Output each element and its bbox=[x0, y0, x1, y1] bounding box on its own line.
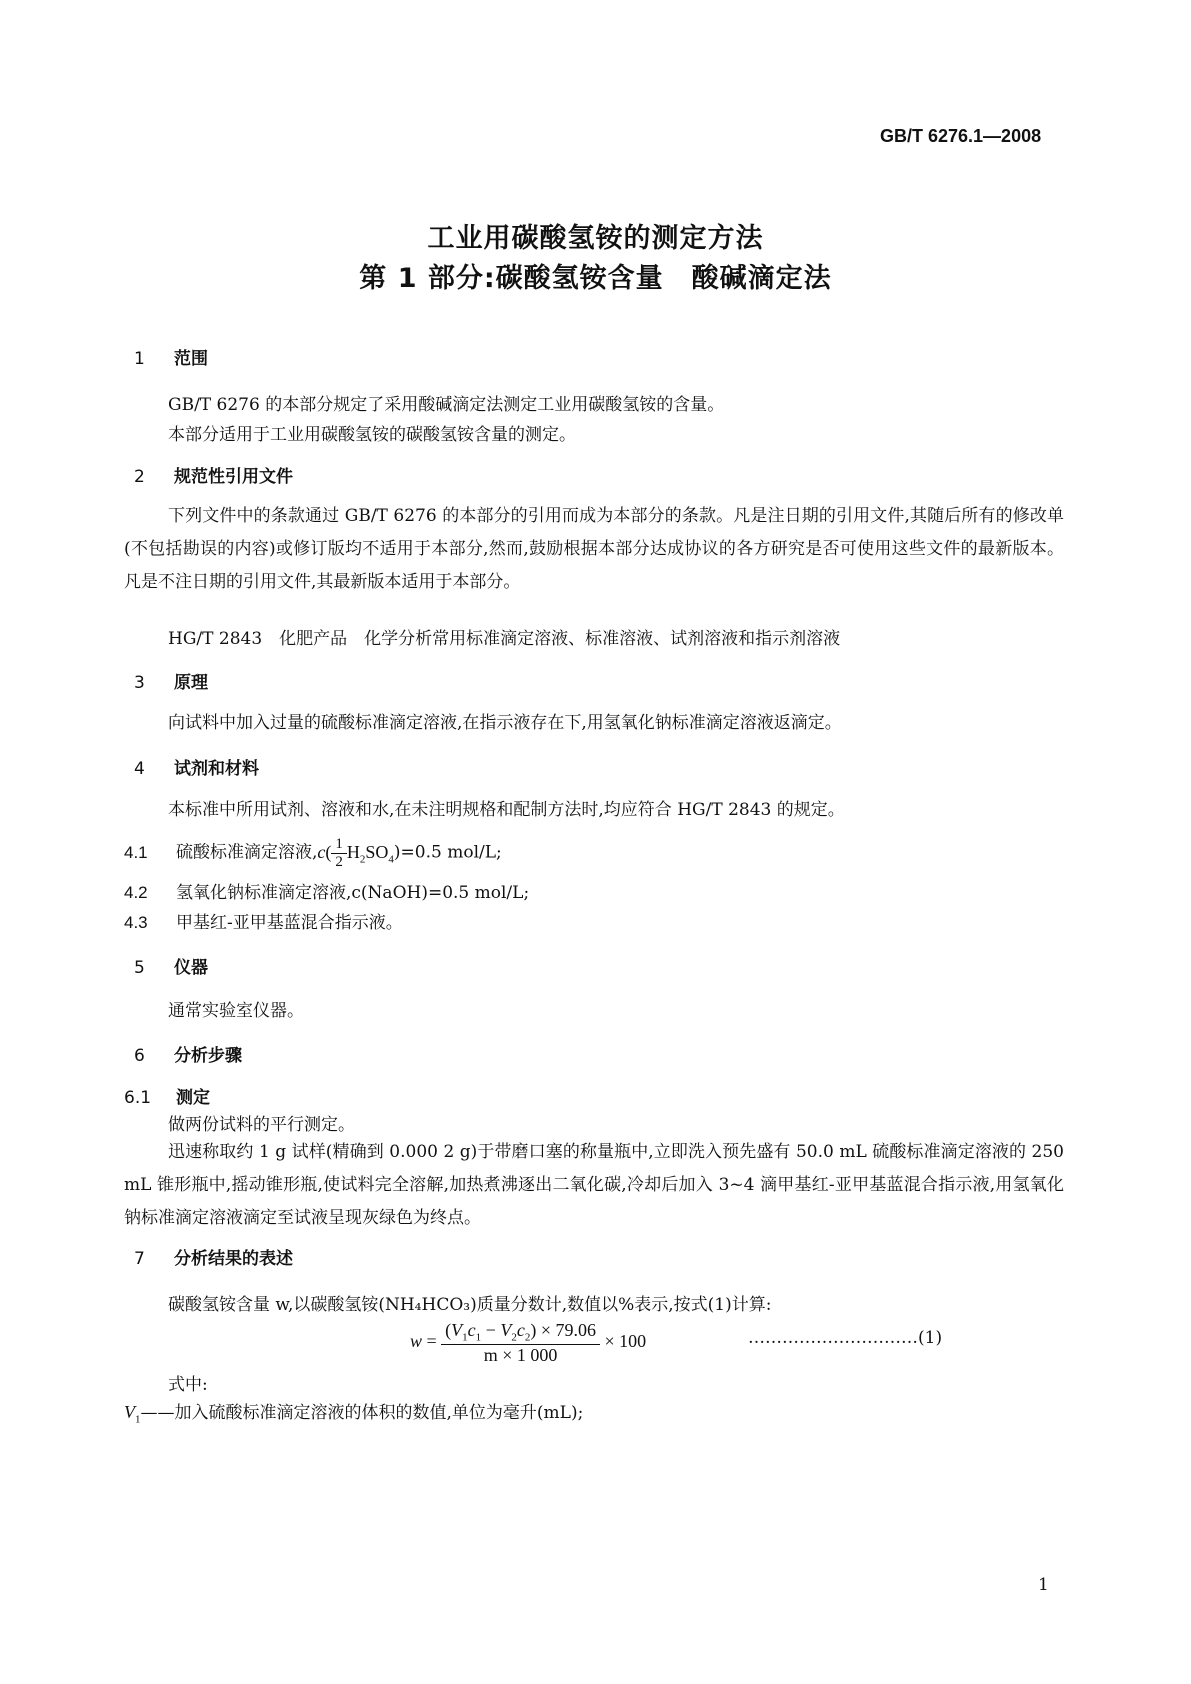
section-5-para-1: 通常实验室仪器。 bbox=[168, 1001, 304, 1021]
item-4-2-text: 氢氧化钠标准滴定溶液,c(NaOH)=0.5 mol/L; bbox=[176, 883, 530, 903]
section-4-heading bbox=[134, 754, 259, 779]
section-6-heading bbox=[134, 1041, 242, 1066]
item-number: 4.3 bbox=[124, 913, 148, 932]
section-number: 1 bbox=[134, 349, 145, 369]
title-line-2: 第 1 部分:碳酸氢铵含量 酸碱滴定法 bbox=[359, 263, 832, 294]
section-1-heading bbox=[134, 344, 208, 369]
section-number: 6 bbox=[134, 1046, 145, 1066]
section-title: 分析步骤 bbox=[174, 1046, 242, 1066]
section-2-para-1: 下列文件中的条款通过 GB/T 6276 的本部分的引用而成为本部分的条款。凡是注日期的引用文件,其随后所有的修改单(不包括勘误的内容)或修订版均不适用于本部分,然而,鼓励根据本部分达成协议的各方研究是否可使用这些文件的最新版本。凡是不注日期的引用文件,其最新版本适用于本部分。 bbox=[124, 506, 1064, 592]
item-4-3-text: 甲基红-亚甲基蓝混合指示液。 bbox=[176, 913, 403, 933]
subsection-6-1-heading bbox=[124, 1083, 210, 1108]
page-number: 1 bbox=[1038, 1575, 1049, 1595]
item-4-1-prefix: 硫酸标准滴定溶液, bbox=[176, 842, 318, 863]
standard-number: GB/T 6276.1—2008 bbox=[880, 126, 1042, 146]
section-2-reference: HG/T 2843 化肥产品 化学分析常用标准滴定溶液、标准溶液、试剂溶液和指示剂溶液 bbox=[168, 629, 841, 649]
section-2-heading bbox=[134, 462, 293, 487]
item-4-2 bbox=[124, 878, 529, 903]
section-title: 范围 bbox=[174, 349, 208, 369]
item-number: 4.1 bbox=[124, 842, 148, 862]
item-4-1-suffix: )=0.5 mol/L; bbox=[393, 842, 502, 863]
v1-definition: $V_1——$加入硫酸标准滴定溶液的体积的数值,单位为毫升(mL); bbox=[124, 1402, 584, 1426]
section-number: 5 bbox=[134, 958, 145, 978]
section-number: 2 bbox=[134, 467, 145, 487]
section-3-heading bbox=[134, 668, 208, 693]
section-title: 规范性引用文件 bbox=[174, 467, 293, 487]
formula-factor: × 79.06 bbox=[540, 1320, 596, 1340]
section-1-para-1: GB/T 6276 的本部分规定了采用酸碱滴定法测定工业用碳酸氢铵的含量。 bbox=[168, 395, 725, 415]
section-6-para-2: 迅速称取约 1 g 试样(精确到 0.000 2 g)于带磨口塞的称量瓶中,立即洗入预先盛有 50.0 mL 硫酸标准滴定溶液的 250 mL 锥形瓶中,摇动锥形瓶,使试料完全溶解,加热煮沸逐出二氧化碳,冷却后加入 3~4 滴甲基红-亚甲基蓝混合指示液,用氢氧化钠标准滴定溶液滴定至试液呈现灰绿色为终点。 bbox=[124, 1142, 1064, 1228]
item-number: 4.2 bbox=[124, 883, 148, 902]
where-label: 式中: bbox=[168, 1375, 208, 1395]
section-number: 7 bbox=[134, 1249, 145, 1269]
v1-definition-text: ——加入硫酸标准滴定溶液的体积的数值,单位为毫升(mL); bbox=[140, 1403, 584, 1423]
subsection-title: 测定 bbox=[176, 1088, 210, 1108]
section-5-heading bbox=[134, 953, 208, 978]
formula-denominator: m × 1 000 bbox=[483, 1344, 558, 1365]
section-6-para-1: 做两份试料的平行测定。 bbox=[168, 1115, 355, 1135]
formula-number: …………………………(1) bbox=[748, 1328, 943, 1348]
item-4-3 bbox=[124, 908, 403, 933]
section-number: 3 bbox=[134, 673, 145, 693]
sulfuric-acid-expression: c( $\frac{1}{2}$ $H_2SO_4$ bbox=[317, 836, 394, 870]
formula-multiplier: × 100 bbox=[604, 1330, 647, 1351]
subsection-number: 6.1 bbox=[124, 1088, 152, 1108]
item-4-1 bbox=[124, 836, 502, 871]
section-title: 试剂和材料 bbox=[174, 759, 259, 779]
section-number: 4 bbox=[134, 759, 145, 779]
section-7-heading bbox=[134, 1244, 293, 1269]
section-7-para-1: 碳酸氢铵含量 w,以碳酸氢铵(NH₄HCO₃)质量分数计,数值以%表示,按式(1)计算: bbox=[168, 1295, 772, 1315]
section-title: 仪器 bbox=[174, 958, 208, 978]
section-1-para-2: 本部分适用于工业用碳酸氢铵的碳酸氢铵含量的测定。 bbox=[168, 425, 576, 445]
section-4-para-1: 本标准中所用试剂、溶液和水,在未注明规格和配制方法时,均应符合 HG/T 2843 的规定。 bbox=[168, 800, 845, 820]
section-title: 分析结果的表述 bbox=[174, 1249, 293, 1269]
title-line-1: 工业用碳酸氢铵的测定方法 bbox=[427, 223, 764, 254]
formula-1: w = $\frac{(V_1c_1 - V_2c_2) \times 79.06}{m \times 1 000}$ × 100 bbox=[410, 1320, 647, 1365]
section-title: 原理 bbox=[174, 673, 208, 693]
section-3-para-1: 向试料中加入过量的硫酸标准滴定溶液,在指示液存在下,用氢氧化钠标准滴定溶液返滴定。 bbox=[168, 713, 842, 733]
